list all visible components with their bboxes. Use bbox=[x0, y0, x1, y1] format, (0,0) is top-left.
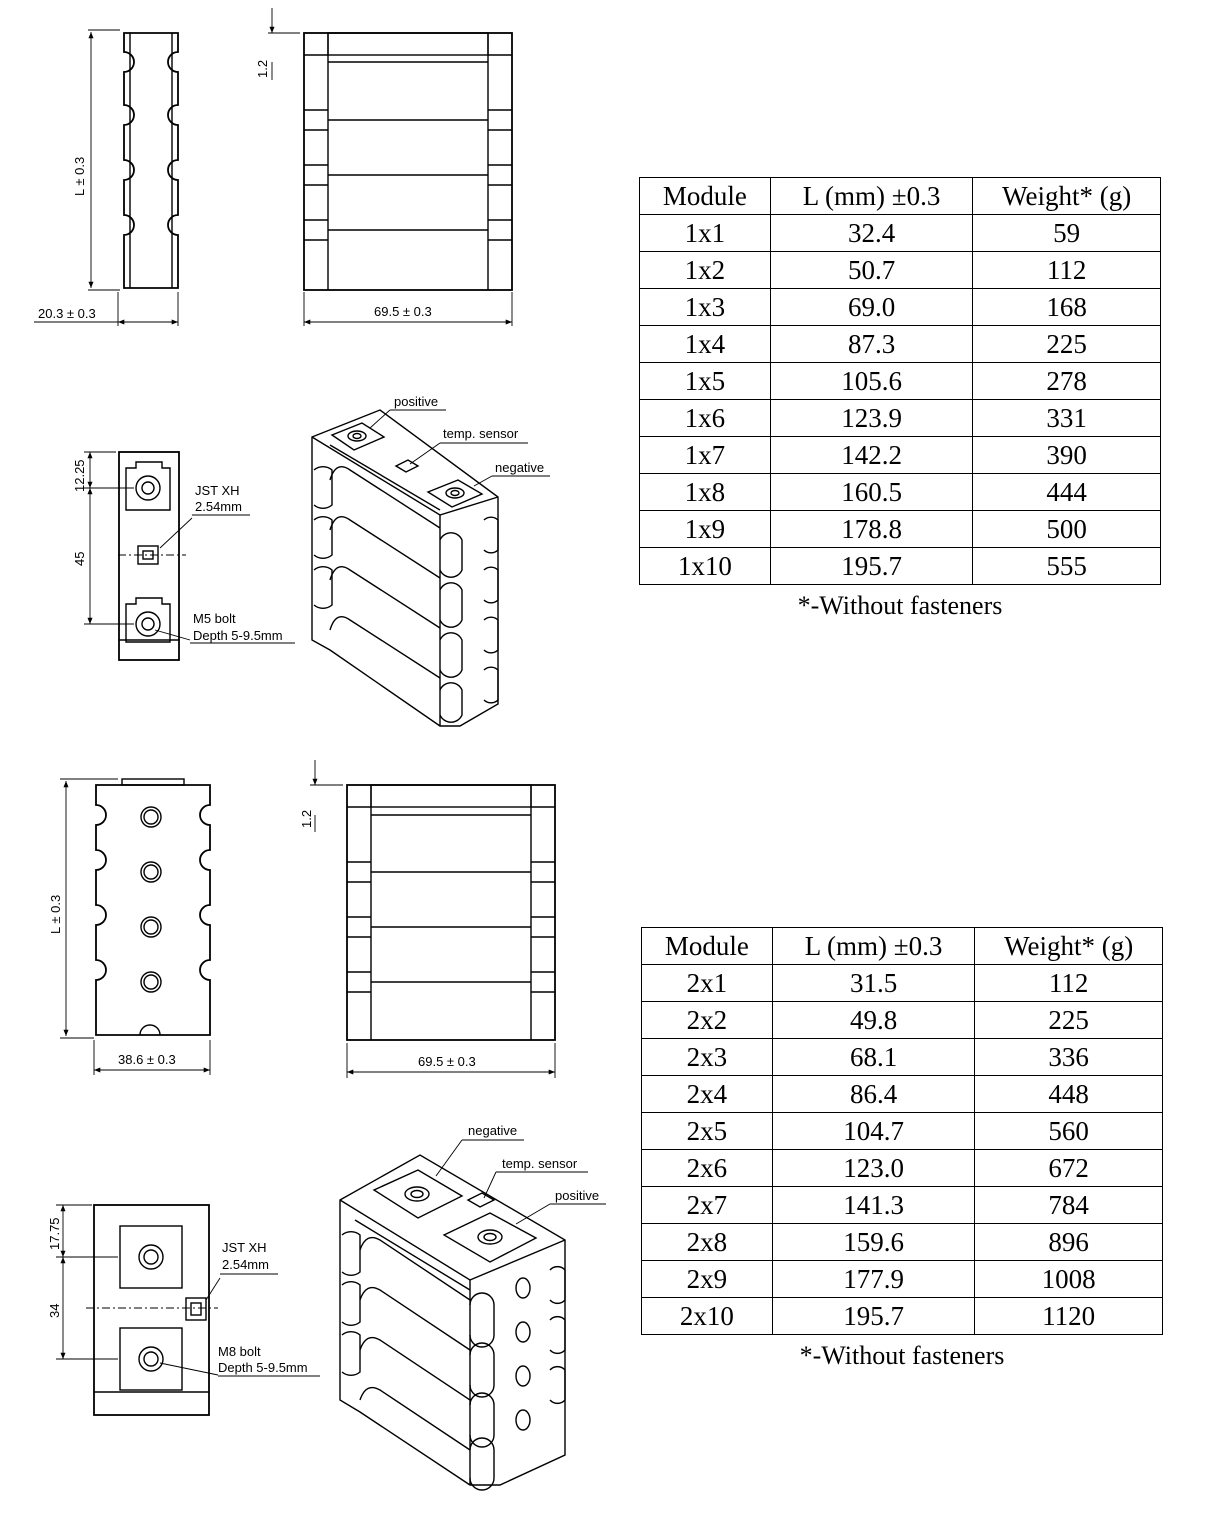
length-cell: 87.3 bbox=[770, 326, 973, 363]
module-cell: 2x3 bbox=[642, 1039, 773, 1076]
weight-cell: 168 bbox=[973, 289, 1161, 326]
length-cell: 86.4 bbox=[772, 1076, 975, 1113]
length-cell: 49.8 bbox=[772, 1002, 975, 1039]
length-cell: 178.8 bbox=[770, 511, 973, 548]
weight-cell: 896 bbox=[975, 1224, 1163, 1261]
length-cell: 69.0 bbox=[770, 289, 973, 326]
spec-table-1x bbox=[639, 177, 1161, 585]
length-cell: 142.2 bbox=[770, 437, 973, 474]
footnote-2x: *-Without fasteners bbox=[799, 1341, 1005, 1370]
module-cell: 2x4 bbox=[642, 1076, 773, 1113]
top-view-1x bbox=[72, 452, 295, 660]
module-cell: 1x6 bbox=[640, 400, 771, 437]
weight-cell: 390 bbox=[973, 437, 1161, 474]
center-spacing-label-2x: 34 bbox=[47, 1303, 62, 1318]
header-weight: Weight* (g) bbox=[973, 178, 1161, 215]
temp-sensor-label-2x: temp. sensor bbox=[502, 1156, 578, 1171]
side-view-1x bbox=[34, 30, 178, 326]
table-row bbox=[642, 1224, 1163, 1261]
table-row bbox=[640, 437, 1161, 474]
table-row bbox=[640, 289, 1161, 326]
table-row bbox=[642, 1076, 1163, 1113]
table-row bbox=[642, 1002, 1163, 1039]
weight-cell: 59 bbox=[973, 215, 1161, 252]
module-cell: 2x7 bbox=[642, 1187, 773, 1224]
center-spacing-label-1x: 45 bbox=[72, 551, 87, 566]
module-cell: 1x9 bbox=[640, 511, 771, 548]
weight-cell: 112 bbox=[973, 252, 1161, 289]
weight-cell: 331 bbox=[973, 400, 1161, 437]
depth-label-1x: 69.5 ± 0.3 bbox=[374, 304, 432, 319]
table-row bbox=[640, 363, 1161, 400]
module-cell: 2x1 bbox=[642, 965, 773, 1002]
length-label-2x: L ± 0.3 bbox=[48, 894, 63, 934]
weight-cell: 278 bbox=[973, 363, 1161, 400]
pitch-label-1x: 2.54mm bbox=[195, 499, 242, 514]
bolt-depth-label-1x: Depth 5-9.5mm bbox=[193, 628, 283, 643]
positive-label-2x: positive bbox=[555, 1188, 600, 1203]
header-module: Module bbox=[640, 178, 771, 215]
weight-cell: 448 bbox=[975, 1076, 1163, 1113]
connector-label-2x: JST XH bbox=[222, 1240, 267, 1255]
weight-cell: 1008 bbox=[975, 1261, 1163, 1298]
length-cell: 123.0 bbox=[772, 1150, 975, 1187]
length-cell: 104.7 bbox=[772, 1113, 975, 1150]
length-cell: 32.4 bbox=[770, 215, 973, 252]
table-row bbox=[642, 1261, 1163, 1298]
table-row bbox=[642, 1113, 1163, 1150]
weight-cell: 784 bbox=[975, 1187, 1163, 1224]
table-row bbox=[640, 252, 1161, 289]
table-row bbox=[642, 1187, 1163, 1224]
length-cell: 123.9 bbox=[770, 400, 973, 437]
module-cell: 1x2 bbox=[640, 252, 771, 289]
weight-cell: 1120 bbox=[975, 1298, 1163, 1335]
module-cell: 2x9 bbox=[642, 1261, 773, 1298]
terminal-height-label-1x: 1.2 bbox=[255, 59, 270, 78]
pitch-label-2x: 2.54mm bbox=[222, 1257, 269, 1272]
length-cell: 105.6 bbox=[770, 363, 973, 400]
table-row bbox=[640, 474, 1161, 511]
positive-label-1x: positive bbox=[394, 394, 439, 409]
weight-cell: 225 bbox=[973, 326, 1161, 363]
negative-label-2x: negative bbox=[468, 1123, 518, 1138]
module-cell: 1x5 bbox=[640, 363, 771, 400]
table-row bbox=[642, 1298, 1163, 1335]
bolt-label-2x: M8 bolt bbox=[218, 1344, 261, 1359]
length-cell: 31.5 bbox=[772, 965, 975, 1002]
module-cell: 1x7 bbox=[640, 437, 771, 474]
header-module: Module bbox=[642, 928, 773, 965]
footnote-1x: *-Without fasteners bbox=[797, 591, 1003, 620]
module-cell: 1x8 bbox=[640, 474, 771, 511]
spec-table-2x bbox=[641, 927, 1163, 1335]
terminal-spacing-label-1x: 12.25 bbox=[72, 459, 87, 492]
width-label-2x: 38.6 ± 0.3 bbox=[118, 1052, 176, 1067]
length-cell: 50.7 bbox=[770, 252, 973, 289]
top-view-2x bbox=[47, 1205, 320, 1415]
isometric-view-1x bbox=[312, 394, 550, 726]
length-cell: 195.7 bbox=[772, 1298, 975, 1335]
length-cell: 177.9 bbox=[772, 1261, 975, 1298]
weight-cell: 112 bbox=[975, 965, 1163, 1002]
table-row bbox=[640, 511, 1161, 548]
table-row bbox=[640, 548, 1161, 585]
module-cell: 2x8 bbox=[642, 1224, 773, 1261]
length-cell: 195.7 bbox=[770, 548, 973, 585]
temp-sensor-label-1x: temp. sensor bbox=[443, 426, 519, 441]
table-row bbox=[640, 215, 1161, 252]
weight-cell: 555 bbox=[973, 548, 1161, 585]
weight-cell: 672 bbox=[975, 1150, 1163, 1187]
table-row bbox=[642, 965, 1163, 1002]
bolt-label-1x: M5 bolt bbox=[193, 611, 236, 626]
header-length: L (mm) ±0.3 bbox=[770, 178, 973, 215]
length-cell: 159.6 bbox=[772, 1224, 975, 1261]
isometric-view-2x bbox=[340, 1123, 606, 1490]
table-row bbox=[642, 1039, 1163, 1076]
module-cell: 1x10 bbox=[640, 548, 771, 585]
weight-cell: 560 bbox=[975, 1113, 1163, 1150]
table-row bbox=[640, 326, 1161, 363]
table-row bbox=[640, 400, 1161, 437]
terminal-spacing-label-2x: 17.75 bbox=[47, 1217, 62, 1250]
table-header-row bbox=[642, 928, 1163, 965]
module-cell: 2x5 bbox=[642, 1113, 773, 1150]
negative-label-1x: negative bbox=[495, 460, 545, 475]
weight-cell: 336 bbox=[975, 1039, 1163, 1076]
module-cell: 1x3 bbox=[640, 289, 771, 326]
header-length: L (mm) ±0.3 bbox=[772, 928, 975, 965]
length-cell: 68.1 bbox=[772, 1039, 975, 1076]
depth-label-2x: 69.5 ± 0.3 bbox=[418, 1054, 476, 1069]
weight-cell: 225 bbox=[975, 1002, 1163, 1039]
module-cell: 2x2 bbox=[642, 1002, 773, 1039]
length-label-1x: L ± 0.3 bbox=[72, 156, 87, 196]
table-row bbox=[642, 1150, 1163, 1187]
module-cell: 2x10 bbox=[642, 1298, 773, 1335]
length-cell: 160.5 bbox=[770, 474, 973, 511]
weight-cell: 444 bbox=[973, 474, 1161, 511]
front-view-2x bbox=[299, 760, 555, 1078]
module-cell: 1x1 bbox=[640, 215, 771, 252]
module-cell: 2x6 bbox=[642, 1150, 773, 1187]
side-view-2x bbox=[48, 779, 210, 1075]
width-label-1x: 20.3 ± 0.3 bbox=[38, 306, 96, 321]
table-header-row bbox=[640, 178, 1161, 215]
front-view-1x bbox=[255, 8, 512, 326]
weight-cell: 500 bbox=[973, 511, 1161, 548]
connector-label-1x: JST XH bbox=[195, 483, 240, 498]
header-weight: Weight* (g) bbox=[975, 928, 1163, 965]
bolt-depth-label-2x: Depth 5-9.5mm bbox=[218, 1360, 308, 1375]
module-cell: 1x4 bbox=[640, 326, 771, 363]
length-cell: 141.3 bbox=[772, 1187, 975, 1224]
terminal-height-label-2x: 1.2 bbox=[299, 809, 314, 828]
